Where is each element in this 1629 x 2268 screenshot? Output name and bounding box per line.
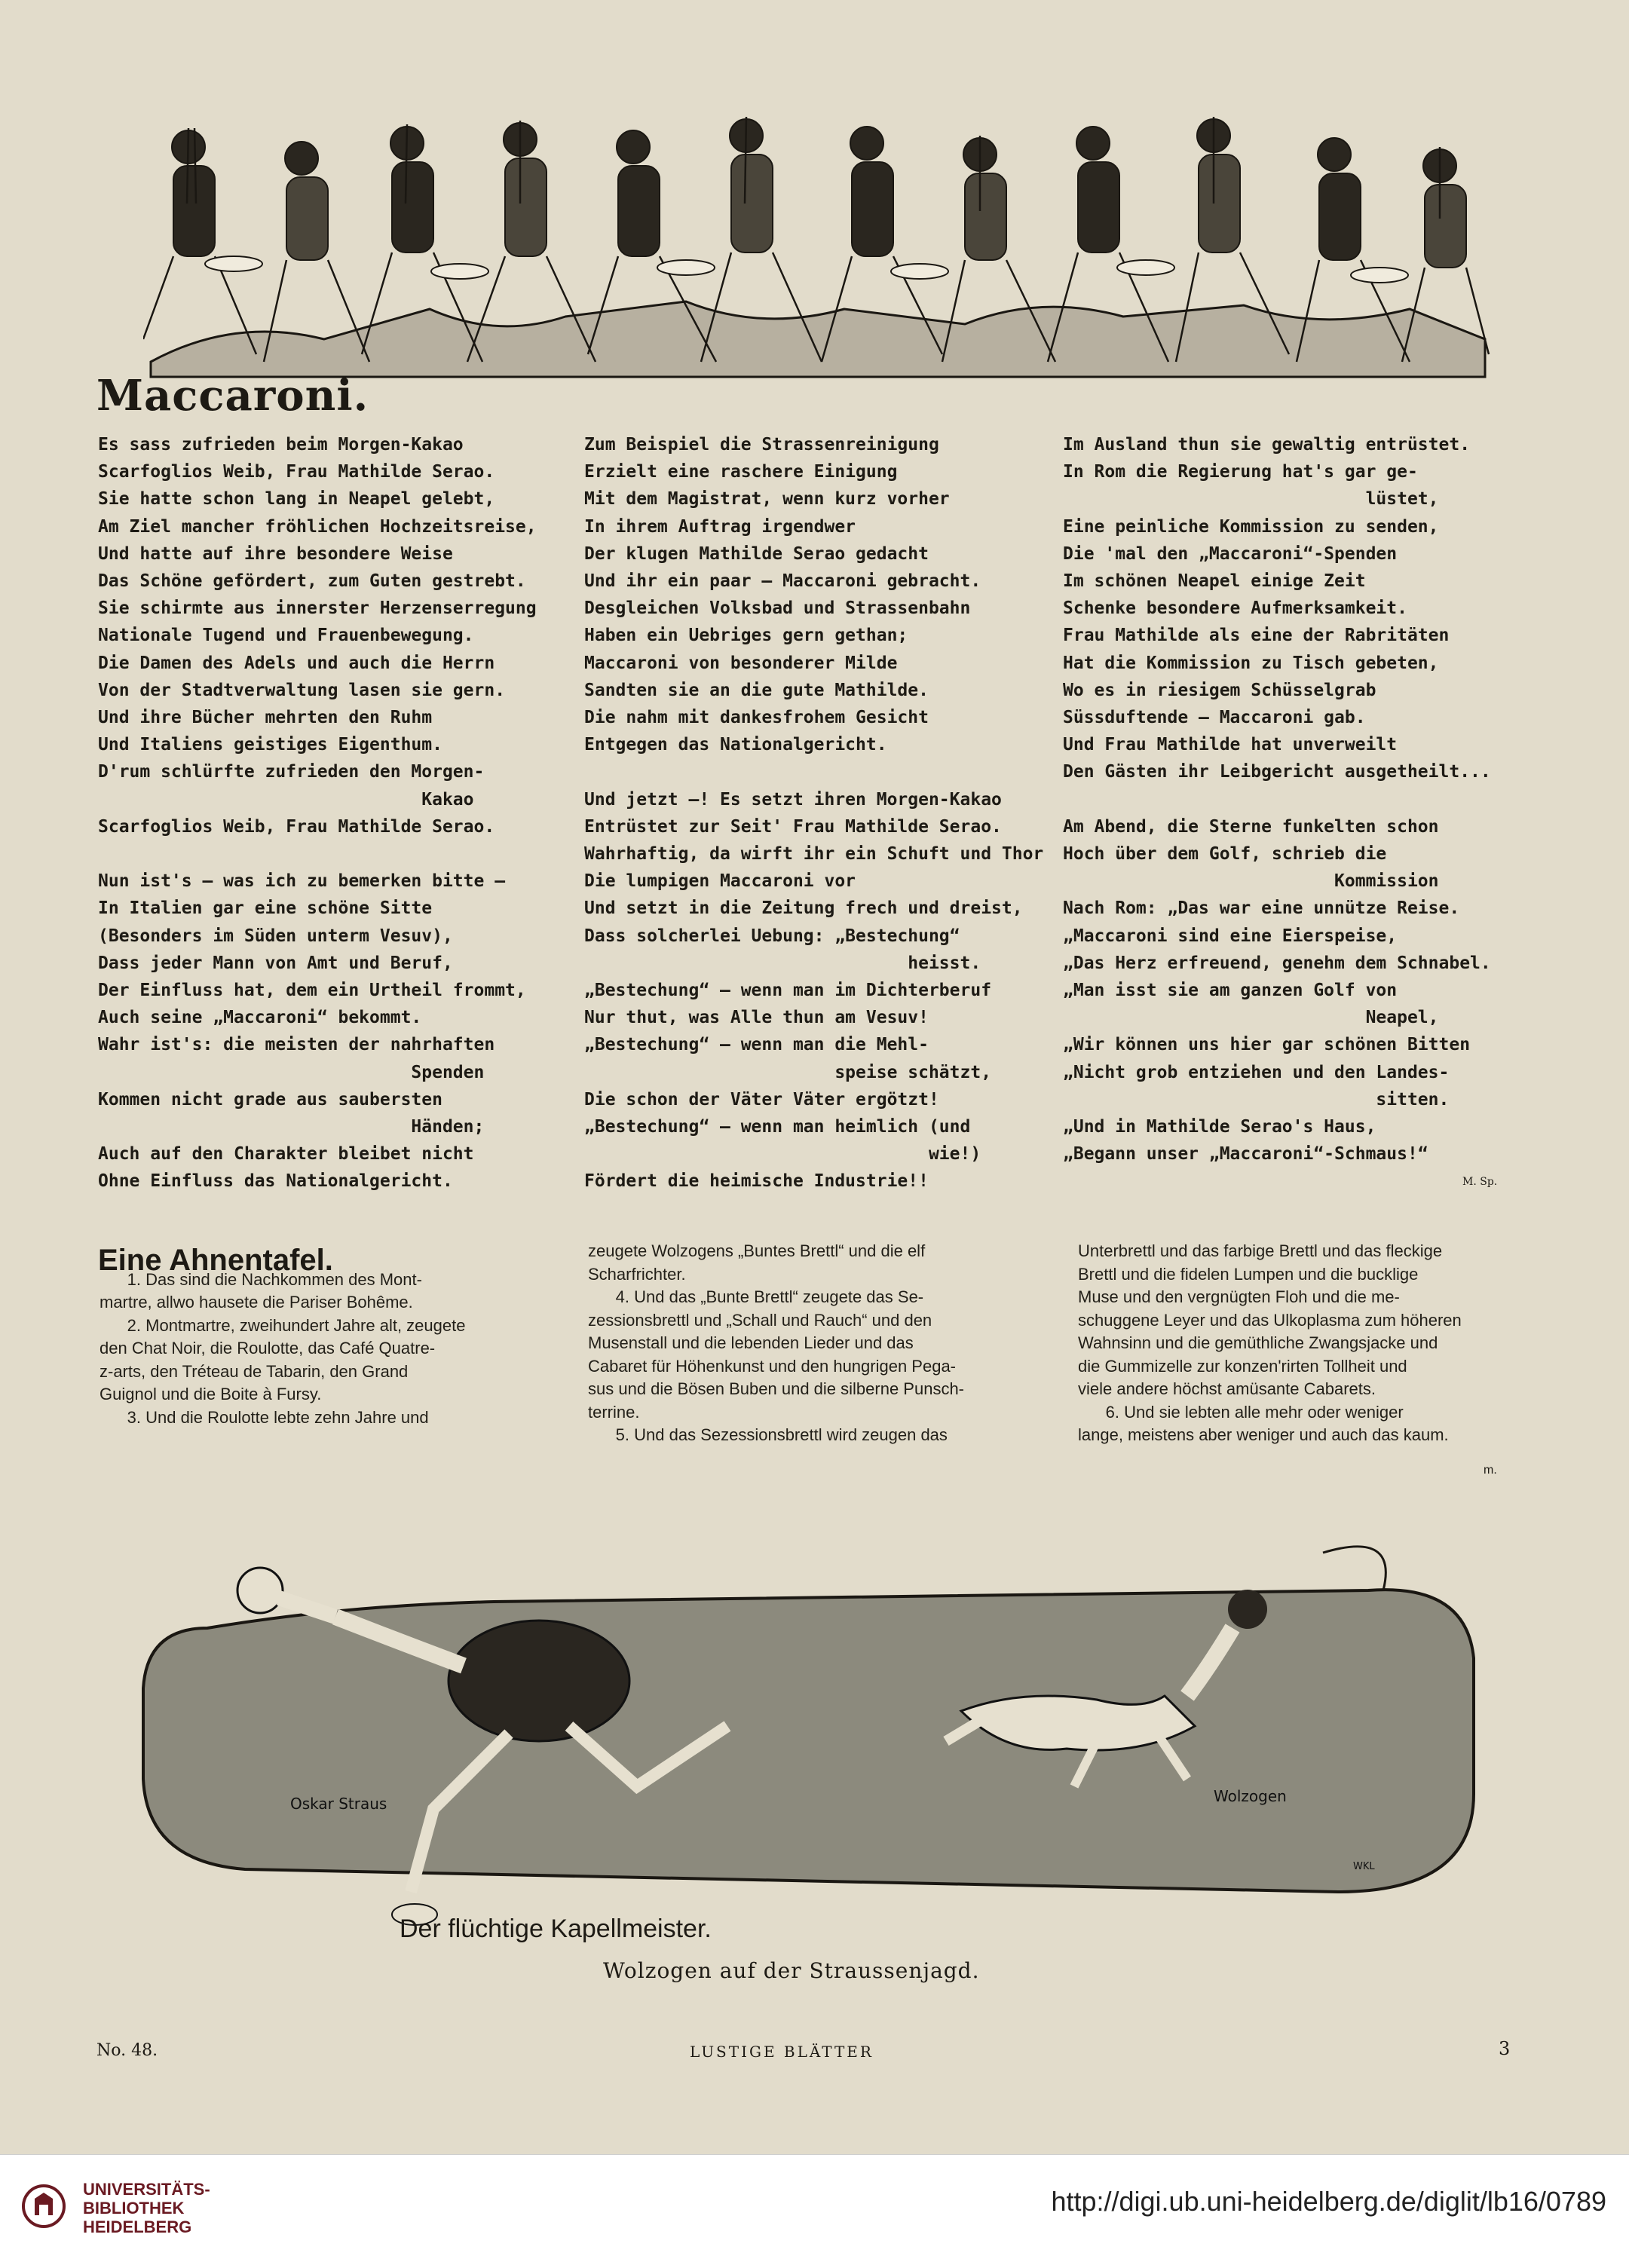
verse-column-3: Im Ausland thun sie gewaltig entrüstet. In Rom die Regierung hat's gar ge- lüstet, Eine peinliche Kommission zu senden, Die 'mal den „Maccaroni“-Spenden Im schönen Neapel einige Zeit Schenke besondere Aufmerksamkeit. Frau Mathilde als eine der Rabritäten Hat die Kommission zu Tisch gebeten, Wo es in riesigem Schüsselgrab Süssduftende — Maccaroni gab. Und Frau Mathilde hat unverweilt Den Gästen ihr Leibgericht ausgetheilt... Am Abend, die Sterne funkelten schon Hoch über dem Golf, schrieb die Kommission Nach Rom: „Das war eine unnütze Reise. „Maccaroni sind eine Eierspeise, „Das Herz erfreuend, genehm dem Schnabel. „Man isst sie am ganzen Golf von Neapel, „Wir können uns hier gar schönen Bitten „Nicht grob entziehen und den Landes- sitten. „Und in Mathilde Serao's Haus, „Begann unser „Maccaroni“-Schmaus!“: [1063, 435, 1491, 1165]
label-oskar-straus: Oskar Straus: [290, 1795, 387, 1813]
caption-main: Der flüchtige Kapellmeister.: [400, 1914, 712, 1943]
library-name: [83, 2180, 210, 2236]
verse-column-1: Es sass zufrieden beim Morgen-Kakao Scarfoglios Weib, Frau Mathilde Serao. Sie hatte schon lang in Neapel gelebt, Am Ziel mancher fröhlichen Hochzeitsreise, Und hatte auf ihre besondere Weise Das Schöne gefördert, zum Guten gestrebt. Sie schirmte aus innerster Herzenserregung Nationale Tugend und Frauenbewegung. Die Damen des Adels und auch die Herrn Von der Stadtverwaltung lasen sie gern. Und ihre Bücher mehrten den Ruhm Und Italiens geistiges Eigenthum. D'rum schlürfte zufrieden den Morgen- Kakao Scarfoglios Weib, Frau Mathilde Serao. Nun ist's — was ich zu bemerken bitte — In Italien gar eine schöne Sitte (Besonders im Süden unterm Vesuv), Dass jeder Mann von Amt und Beruf, Der Einfluss hat, dem ein Urtheil frommt, Auch seine „Maccaroni“ bekommt. Wahr ist's: die meisten der nahrhaften Spenden Kommen nicht grade aus saubersten Händen; Auch auf den Charakter bleibet nicht Ohne Einfluss das Nationalgericht.: [98, 435, 537, 1192]
issue-number: No. 48.: [96, 2041, 158, 2060]
caption-sub: Wolzogen auf der Straussenjagd.: [603, 1958, 980, 1983]
library-name-line-2: BIBLIOTHEK: [83, 2199, 185, 2217]
artist-monogram: WKL: [1353, 1861, 1375, 1872]
prose-signature: m.: [1484, 1464, 1497, 1477]
ostrich-chase-illustration: [117, 1538, 1493, 1960]
magazine-name: LUSTIGE BLÄTTER: [690, 2043, 874, 2061]
permalink-url[interactable]: http://digi.ub.uni-heidelberg.de/diglit/lb16/0789: [1051, 2186, 1606, 2217]
article-title-ahnentafel: Eine Ahnentafel.: [98, 1244, 333, 1277]
library-seal-icon: [21, 2184, 66, 2229]
prose-column-3: Unterbrettl und das farbige Brettl und das fleckige Brettl und die fidelen Lumpen und die bucklige Muse und den vergnügten Floh und die me- schuggene Leyer und das Ulkoplasma zum höheren Wahnsinn und die gemüthliche Zwangsjacke und die Gummizelle zur konzen'rirten Tollheit und viele andere höchst amüsante Cabarets. 6. Und sie lebten alle mehr oder weniger lange, meistens aber weniger und auch das kaum.: [1078, 1241, 1462, 1444]
maccaroni-eaters-illustration: [143, 113, 1493, 399]
library-name-line-1: UNIVERSITÄTS-: [83, 2180, 210, 2199]
verse-signature: M. Sp.: [1462, 1176, 1498, 1188]
label-wolzogen: Wolzogen: [1214, 1787, 1287, 1805]
verse-column-2: Zum Beispiel die Strassenreinigung Erzielt eine raschere Einigung Mit dem Magistrat, wenn kurz vorher In ihrem Auftrag irgendwer Der klugen Mathilde Serao gedacht Und ihr ein paar — Maccaroni gebracht. Desgleichen Volksbad und Strassenbahn Haben ein Uebriges gern gethan; Maccaroni von besonderer Milde Sandten sie an die gute Mathilde. Die nahm mit dankesfrohem Gesicht Entgegen das Nationalgericht. Und jetzt —! Es setzt ihren Morgen-Kakao Entrüstet zur Seit' Frau Mathilde Serao. Wahrhaftig, da wirft ihr ein Schuft und Thor Die lumpigen Maccaroni vor Und setzt in die Zeitung frech und dreist, Dass solcherlei Uebung: „Bestechung“ heisst. „Bestechung“ — wenn man im Dichterberuf Nur thut, was Alle thun am Vesuv! „Bestechung“ — wenn man die Mehl- speise schätzt, Die schon der Väter Väter ergötzt! „Bestechung“ — wenn man heimlich (und wie!) Fördert die heimische Industrie!!: [584, 435, 1044, 1192]
library-name-line-3: HEIDELBERG: [83, 2217, 192, 2236]
prose-column-1: 1. Das sind die Nachkommen des Mont- martre, allwo hausete die Pariser Bohême. 2. Montmartre, zweihundert Jahre alt, zeugete den Chat Noir, die Roulotte, das Café Quatre- z-arts, den Tréteau de Tabarin, den Grand Guignol und die Boite à Fursy. 3. Und die Roulotte lebte zehn Jahre und: [100, 1269, 466, 1427]
prose-column-2: zeugete Wolzogens „Buntes Brettl“ und die elf Scharfrichter. 4. Und das „Bunte Brettl“ zeugete das Se- zessionsbrettl und „Schall und Rauch“ und den Musenstall und die lebenden Lieder und das Cabaret für Höhenkunst und den hungrigen Pega- sus und die Bösen Buben und die silberne Punsch- terrine. 5. Und das Sezessionsbrettl wird zeugen das: [588, 1241, 965, 1444]
article-title-maccaroni: Maccaroni.: [96, 371, 369, 421]
page-number: 3: [1499, 2038, 1511, 2059]
